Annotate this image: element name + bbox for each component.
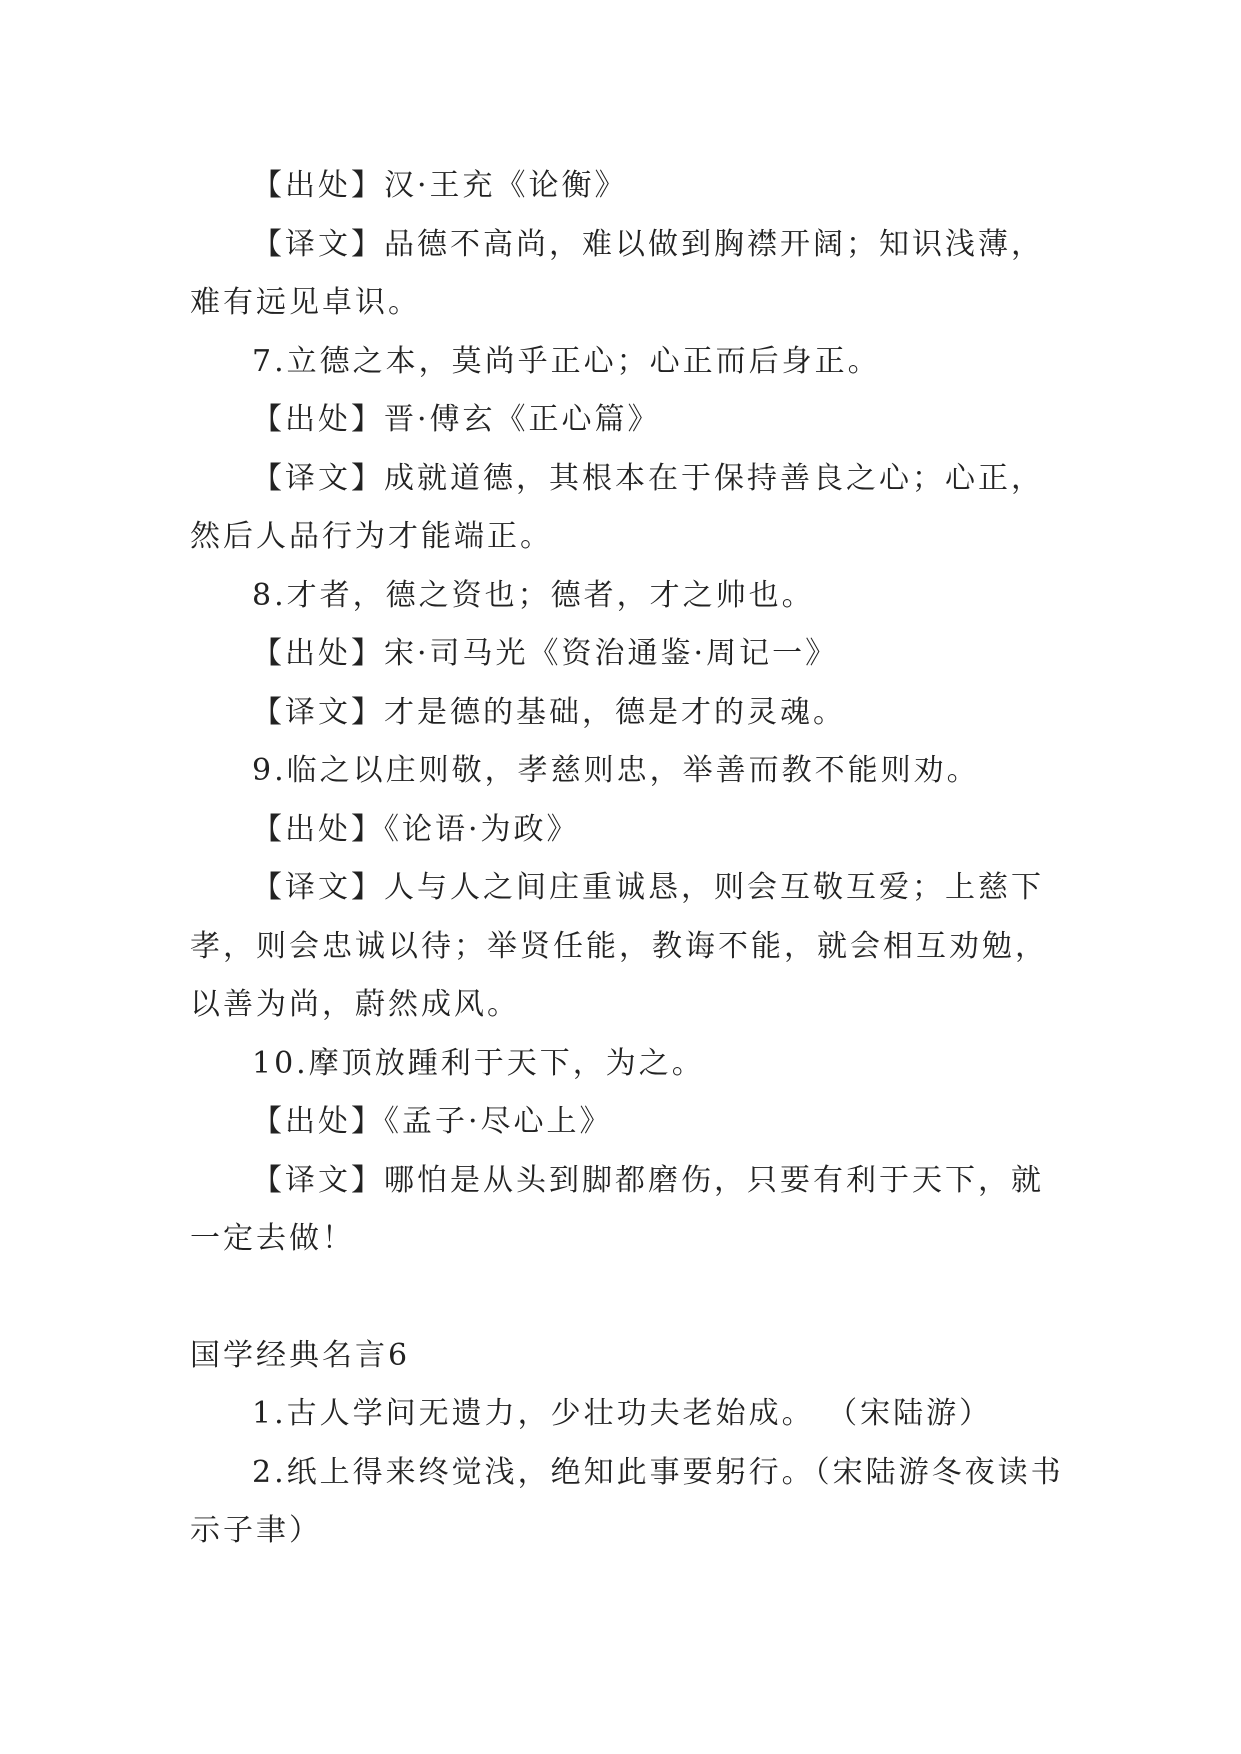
paragraph-translation-1: 【译文】品德不高尚，难以做到胸襟开阔；知识浅薄，难有远见卓识。 (190, 226, 1044, 320)
quote-8: 8.才者，德之资也；德者，才之帅也。 (252, 577, 815, 613)
section-title: 国学经典名言6 (190, 1337, 411, 1373)
paragraph-translation-7: 【译文】成就道德，其根本在于保持善良之心；心正，然后人品行为才能端正。 (190, 460, 1044, 554)
quote-7: 7.立德之本，莫尚乎正心；心正而后身正。 (252, 343, 881, 379)
section-item-1: 1.古人学问无遗力，少壮功夫老始成。 （宋陆游） (252, 1396, 993, 1431)
paragraph-translation-8: 【译文】才是德的基础，德是才的灵魂。 (252, 694, 846, 730)
paragraph-source-9: 【出处】《论语·为政》 (252, 811, 580, 847)
paragraph-source-8: 【出处】宋·司马光《资治通鉴·周记一》 (252, 636, 839, 671)
document-page (190, 157, 1070, 1561)
paragraph-translation-10: 【译文】哪怕是从头到脚都磨伤，只要有利于天下，就一定去做！ (190, 1162, 1044, 1256)
paragraph-source-7: 【出处】晋·傅玄《正心篇》 (252, 402, 661, 437)
paragraph-source-10: 【出处】《孟子·尽心上》 (252, 1104, 613, 1139)
paragraph-source-1: 【出处】汉·王充《论衡》 (252, 168, 628, 203)
quote-9: 9.临之以庄则敬，孝慈则忠，举善而教不能则劝。 (252, 753, 980, 788)
section-item-2: 2.纸上得来终觉浅，绝知此事要躬行。（宋陆游冬夜读书示子聿） (190, 1454, 1064, 1548)
quote-10: 10.摩顶放踵利于天下，为之。 (252, 1045, 705, 1081)
paragraph-translation-9: 【译文】人与人之间庄重诚恳，则会互敬互爱；上慈下孝，则会忠诚以待；举贤任能，教诲不能，就会相互劝勉，以善为尚，蔚然成风。 (190, 870, 1048, 1022)
